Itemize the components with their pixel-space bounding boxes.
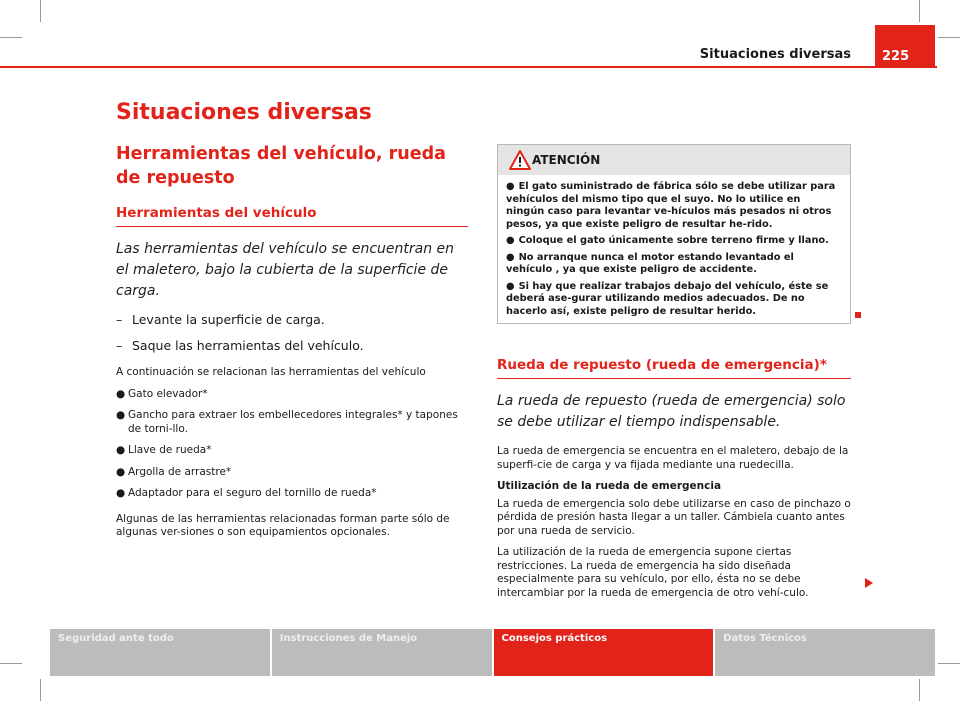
warning-triangle-icon [509,150,531,170]
lead-text: Las herramientas del vehículo se encuentran en el maletero, bajo la cubierta de la superficie de carga. [116,241,455,299]
step-item [116,338,468,354]
warning-text: Coloque el gato únicamente sobre terreno firme y llano. [518,235,829,246]
right-column [497,356,851,600]
lead-text: La rueda de repuesto (rueda de emergencia) solo se debe utilizar el tiempo indispensable. [497,393,846,430]
subsection-title: Rueda de repuesto (rueda de emergencia)* [497,356,851,379]
bullet-dot: ● [506,251,515,263]
left-column [116,100,468,540]
bullet-dot: ● [506,235,515,246]
crop-mark [919,679,920,701]
step-marker: – [116,312,123,327]
bullet-dot: ● [116,409,126,421]
chapter-title: Situaciones diversas [116,100,372,125]
bullet-dot: ● [116,465,126,478]
crop-mark [40,0,41,22]
warning-text: No arranque nunca el motor estando levantado el vehículo , ya que existe peligro de accidente. [506,251,794,275]
warning-item [506,181,842,231]
paragraph: La rueda de emergencia solo debe utilizarse en caso de pinchazo o pérdida de presión hasta llegar a un taller. Cámbiela cuanto antes por una rueda de servicio. [497,497,851,537]
crop-mark [0,37,22,38]
warning-item [506,252,842,277]
paragraph: La rueda de emergencia se encuentra en el maletero, debajo de la superfi-cie de carga y va fijada mediante una ruedecilla. [497,445,849,471]
step-text: Saque las herramientas del vehículo. [132,338,364,353]
tab-seguridad[interactable]: Seguridad ante todo [50,629,270,676]
bullet-dot: ● [116,444,126,456]
header-rule [0,66,937,68]
bullet-dot: ● [116,387,126,400]
page-number: 225 [875,25,935,66]
tool-text: Adaptador para el seguro del tornillo de rueda* [128,487,377,499]
crop-mark [919,0,920,22]
tools-intro: A continuación se relacionan las herramientas del vehículo [116,366,426,378]
warning-title: ATENCIÓN [532,153,601,167]
warning-body [498,175,850,323]
warning-item [506,281,842,319]
step-text: Levante la superficie de carga. [132,312,325,327]
tool-item [116,487,468,501]
tools-note: Algunas de las herramientas relacionadas forman parte sólo de algunas ver-siones o son equipamientos opcionales. [116,512,450,538]
warning-item [506,235,842,248]
bullet-dot: ● [506,181,515,192]
paragraph: La utilización de la rueda de emergencia supone ciertas restricciones. La rueda de emergencia ha sido diseñada especialmente para su vehículo, por ello, ésta no se debe intercambiar por la rueda de emergencia de otro vehí-culo. [497,546,809,599]
crop-mark [0,663,22,664]
tool-item [116,444,468,458]
section-title: Herramientas del vehículo, rueda de repuesto [116,144,446,188]
tab-datos[interactable]: Datos Técnicos [715,629,935,676]
tool-item [116,388,468,402]
tool-text: Gancho para extraer los embellecedores integrales* y tapones de torni-llo. [128,409,458,435]
continue-arrow-icon [865,578,873,588]
warning-header [498,145,850,175]
crop-mark [938,663,960,664]
running-title: Situaciones diversas [699,47,851,62]
step-marker: – [116,338,123,353]
tab-consejos[interactable]: Consejos prácticos [494,629,714,676]
tool-item [116,409,468,436]
warning-box [497,144,851,324]
usage-heading: Utilización de la rueda de emergencia [497,480,722,492]
step-item [116,312,468,328]
warning-text: El gato suministrado de fábrica sólo se debe utilizar para vehículos del mismo tipo que el suyo. No lo utilice en ningún caso para levantar ve-hículos más pesados ni otros pesos, ya que existe peligro de resultar he-rido. [506,181,836,230]
chapter-tabs [50,629,935,676]
crop-mark [40,679,41,701]
subsection-title: Herramientas del vehículo [116,204,468,227]
tool-text: Argolla de arrastre* [128,465,232,478]
bullet-dot: ● [506,280,515,292]
section-end-icon [855,312,861,318]
tab-instrucciones[interactable]: Instrucciones de Manejo [272,629,492,676]
crop-mark [938,37,960,38]
tool-text: Gato elevador* [128,387,208,400]
tool-text: Llave de rueda* [128,444,212,456]
tool-item [116,466,468,480]
bullet-dot: ● [116,487,126,499]
warning-text: Si hay que realizar trabajos debajo del vehículo, éste se deberá ase-gurar utilizando medios adecuados. De no hacerlo así, existe peligro de resultar herido. [506,280,829,317]
